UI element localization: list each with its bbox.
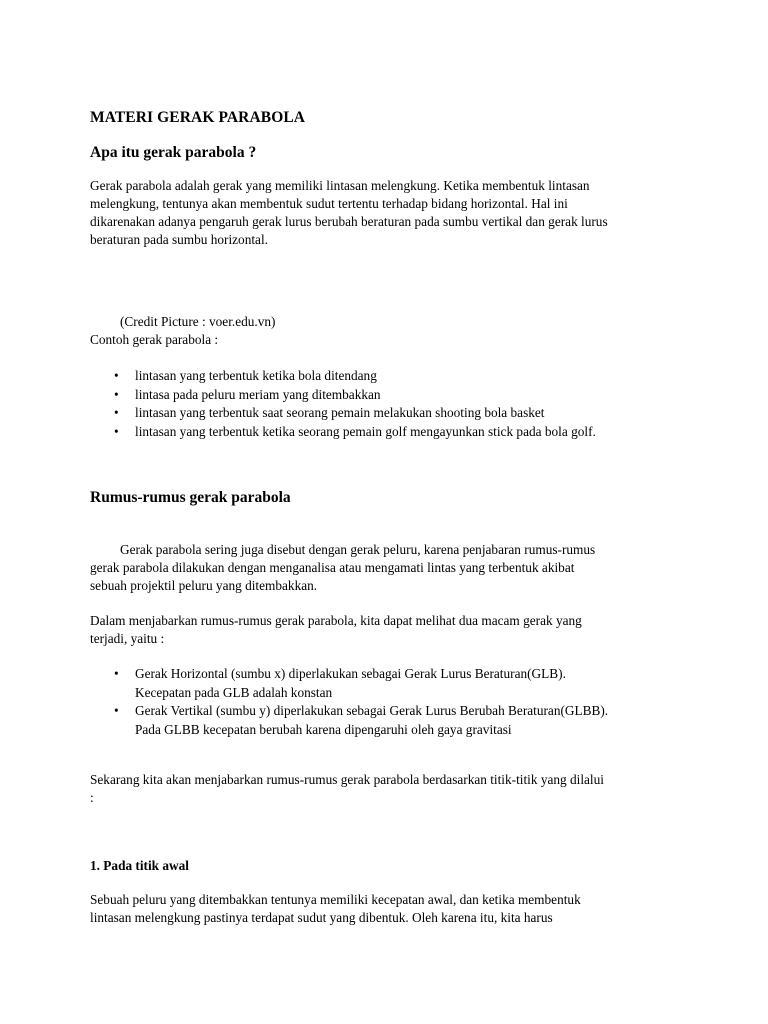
bullet-icon: • [114, 703, 119, 718]
bullet-icon: • [114, 423, 119, 439]
paragraph-line: : [90, 790, 94, 805]
list-item: • Gerak Vertikal (sumbu y) diperlakukan sebagai Gerak Lurus Berubah Beraturan(GLBB). [90, 702, 608, 721]
bullet-icon: • [114, 666, 119, 681]
paragraph-line: Dalam menjabarkan rumus-rumus gerak parabola, kita dapat melihat dua macam gerak yang [90, 613, 582, 628]
section-heading-definition: Apa itu gerak parabola ? [90, 144, 257, 161]
section-heading-starting-point: 1. Pada titik awal [90, 858, 189, 873]
paragraph-line: lintasan melengkung pastinya terdapat sudut yang dibentuk. Oleh karena itu, kita harus [90, 910, 553, 925]
paragraph-line: terjadi, yaitu : [90, 631, 165, 646]
definition-paragraph [90, 177, 608, 249]
paragraph-line: sebuah projektil peluru yang ditembakkan. [90, 578, 318, 593]
starting-point-paragraph [90, 891, 581, 927]
list-item: • lintasan yang terbentuk saat seorang pemain melakukan shooting bola basket [90, 404, 596, 423]
motion-types-paragraph [90, 612, 582, 648]
motion-types-list [90, 665, 608, 739]
paragraph-line: melengkung, tentunya akan membentuk sudut tertentu terhadap bidang horizontal. Hal ini [90, 196, 568, 211]
document-title: MATERI GERAK PARABOLA [90, 109, 306, 126]
list-item: • lintasa pada peluru meriam yang ditembakkan [90, 386, 596, 405]
paragraph-line: dikarenakan adanya pengaruh gerak lurus berubah beraturan pada sumbu vertikal dan gerak lurus [90, 214, 608, 229]
examples-label: Contoh gerak parabola : [90, 332, 219, 347]
paragraph-line: Sebuah peluru yang ditembakkan tentunya memiliki kecepatan awal, dan ketika membentuk [90, 892, 581, 907]
paragraph-line: Sekarang kita akan menjabarkan rumus-rumus gerak parabola berdasarkan titik-titik yang dilalui [90, 772, 604, 787]
list-item: • lintasan yang terbentuk ketika seorang pemain golf mengayunkan stick pada bola golf. [90, 423, 596, 442]
paragraph-line: Gerak parabola sering juga disebut dengan gerak peluru, karena penjabaran rumus-rumus [120, 542, 596, 557]
bullet-icon: • [114, 405, 119, 420]
list-item-continuation: Kecepatan pada GLB adalah konstan [135, 684, 333, 700]
list-item: • lintasan yang terbentuk ketika bola ditendang [90, 367, 596, 386]
paragraph-line: Gerak parabola adalah gerak yang memiliki lintasan melengkung. Ketika membentuk lintasan [90, 178, 590, 193]
list-item-continuation: Pada GLBB kecepatan berubah karena dipengaruhi oleh gaya gravitasi [135, 721, 512, 737]
bullet-icon: • [114, 386, 119, 402]
formulas-intro-paragraph [90, 541, 595, 595]
next-step-paragraph [90, 771, 604, 807]
paragraph-line: beraturan pada sumbu horizontal. [90, 232, 268, 247]
paragraph-line: gerak parabola dilakukan dengan menganalisa atau mengamati lintas yang terbentuk akibat [90, 560, 575, 575]
list-item: • Gerak Horizontal (sumbu x) diperlakukan sebagai Gerak Lurus Beraturan(GLB). [90, 665, 608, 684]
examples-list [90, 367, 596, 441]
section-heading-formulas: Rumus-rumus gerak parabola [90, 489, 291, 506]
bullet-icon: • [114, 368, 119, 383]
picture-credit: (Credit Picture : voer.edu.vn) [120, 314, 276, 329]
